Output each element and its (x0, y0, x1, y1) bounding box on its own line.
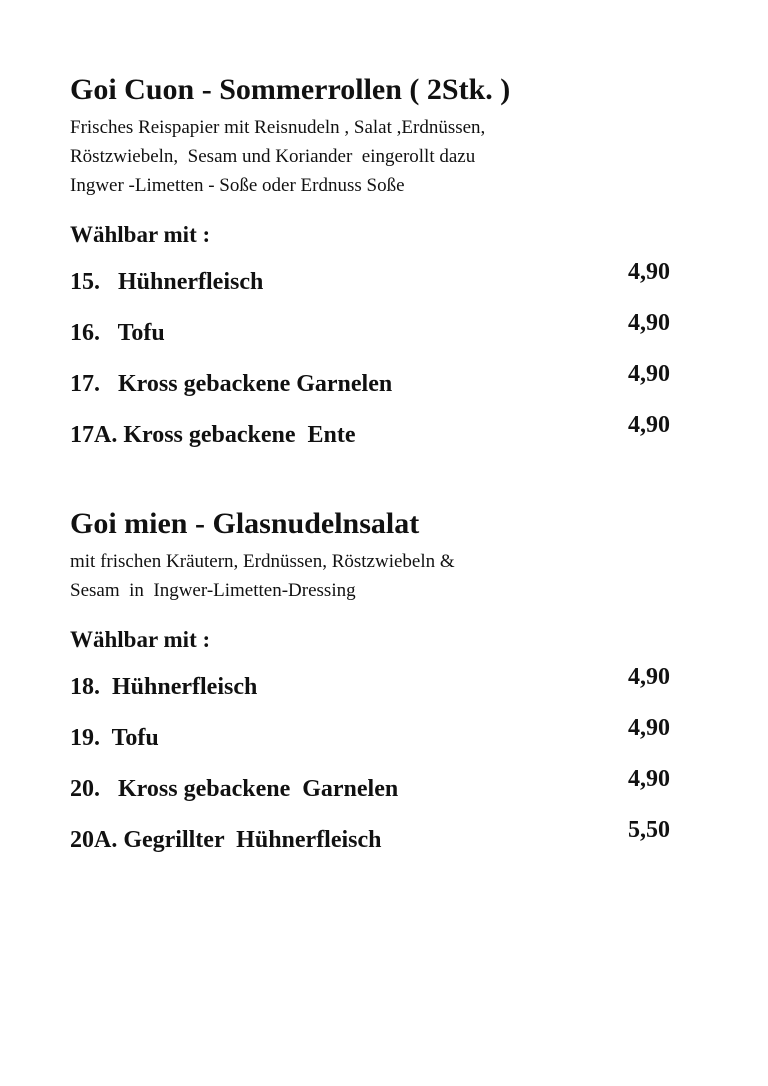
menu-section-goi-cuon (70, 72, 710, 462)
menu-item-name: 20A. Gegrillter Hühnerfleisch (70, 827, 382, 853)
choose-label: Wählbar mit : (70, 222, 211, 247)
menu-item-price: 4,90 (628, 259, 670, 285)
menu-item-name: 18. Hühnerfleisch (70, 674, 258, 700)
description-line: Frisches Reispapier mit Reisnudeln , Salat ,Erdnüssen, (70, 117, 486, 138)
section-title: Goi Cuon - Sommerrollen ( 2Stk. ) (70, 73, 511, 106)
menu-item (70, 360, 710, 411)
menu-item (70, 714, 710, 765)
menu-item-name: 17. Kross gebackene Garnelen (70, 371, 393, 397)
menu-item-name: 20. Kross gebackene Garnelen (70, 776, 399, 802)
menu-item-price: 4,90 (628, 361, 670, 387)
menu-item (70, 816, 710, 867)
menu-item-name: 19. Tofu (70, 725, 159, 751)
menu-section-goi-mien (70, 506, 710, 867)
section-description (70, 547, 710, 605)
description-line: Ingwer -Limetten - Soße oder Erdnuss Soße (70, 175, 405, 196)
choose-label: Wählbar mit : (70, 627, 211, 652)
menu-item (70, 411, 710, 462)
menu-item-list (70, 663, 710, 867)
menu-item-price: 5,50 (628, 817, 670, 843)
description-line: Sesam in Ingwer-Limetten-Dressing (70, 580, 356, 601)
menu-item-price: 4,90 (628, 766, 670, 792)
section-title: Goi mien - Glasnudelnsalat (70, 507, 420, 540)
menu-item (70, 258, 710, 309)
section-description (70, 113, 710, 200)
description-line: mit frischen Kräutern, Erdnüssen, Röstzwiebeln & (70, 551, 455, 572)
menu-item-price: 4,90 (628, 664, 670, 690)
menu-item-price: 4,90 (628, 715, 670, 741)
menu-item-list (70, 258, 710, 462)
menu-item (70, 309, 710, 360)
menu-item (70, 765, 710, 816)
menu-item-name: 17A. Kross gebackene Ente (70, 422, 356, 448)
menu-item-name: 15. Hühnerfleisch (70, 269, 264, 295)
menu-item (70, 663, 710, 714)
description-line: Röstzwiebeln, Sesam und Koriander eingerollt dazu (70, 146, 476, 167)
menu-item-name: 16. Tofu (70, 320, 165, 346)
menu-item-price: 4,90 (628, 412, 670, 438)
menu-item-price: 4,90 (628, 310, 670, 336)
